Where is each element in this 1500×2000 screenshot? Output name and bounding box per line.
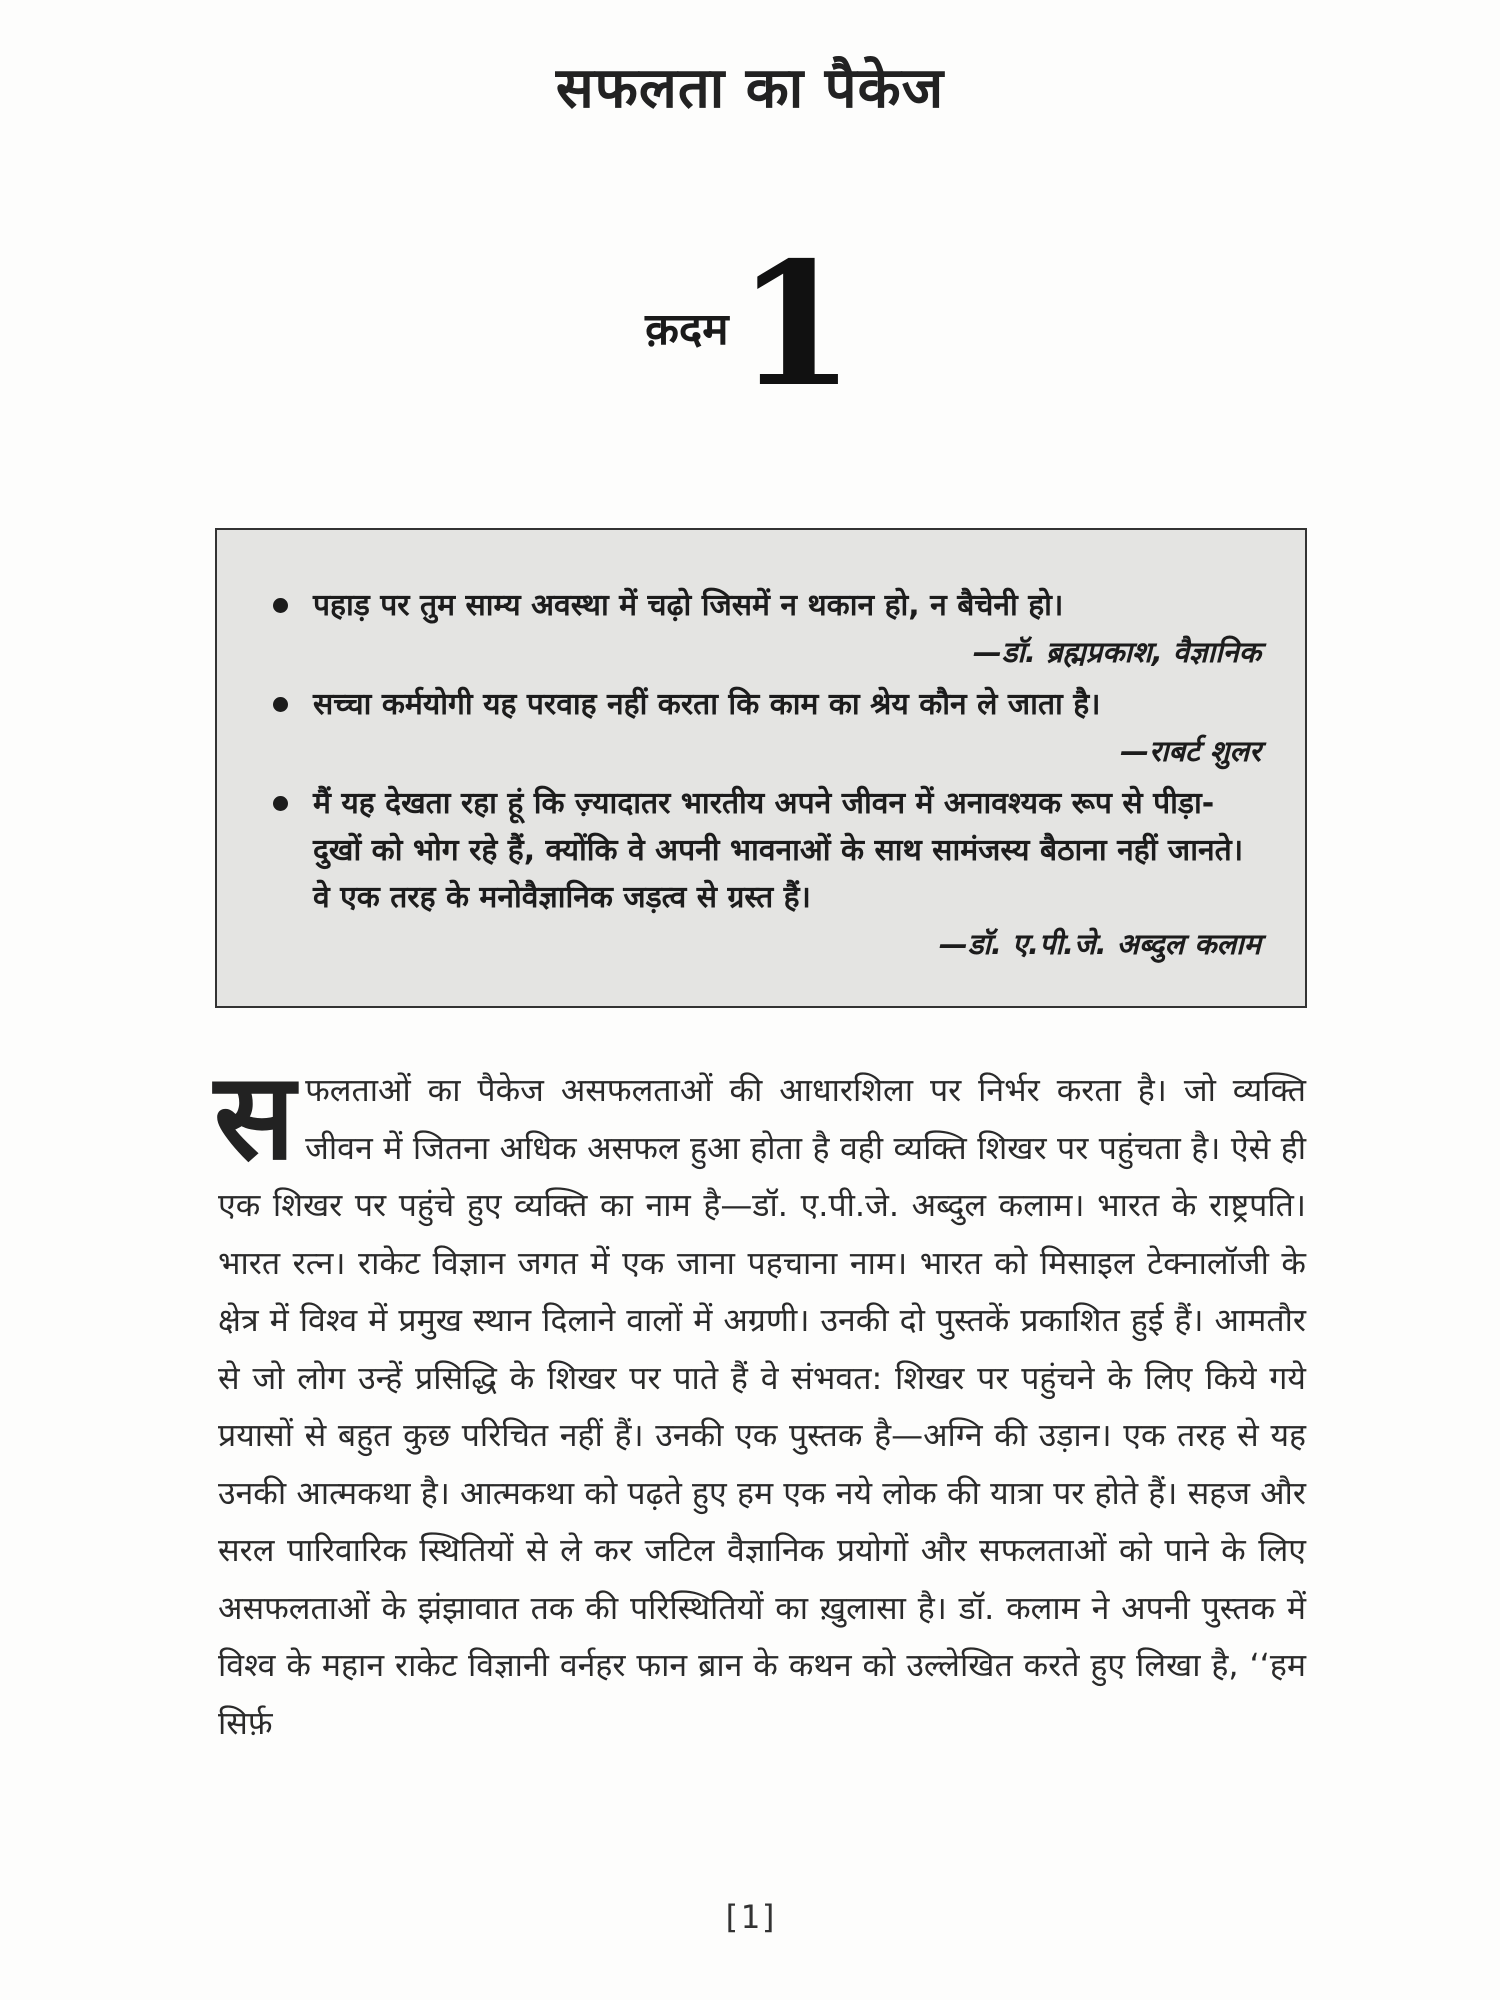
chapter-number: 1 <box>736 225 855 425</box>
quote-attribution: —डॉ. ब्रह्मप्रकाश, वैज्ञानिक <box>972 635 1261 669</box>
quote-item <box>267 582 1261 675</box>
body-paragraph <box>214 1048 1306 1752</box>
bullet-icon <box>273 598 288 613</box>
quote-attribution: —डॉ. ए.पी.जे. अब्दुल कलाम <box>938 927 1261 961</box>
chapter-heading <box>0 225 1500 425</box>
bullet-icon <box>273 697 288 712</box>
body-text: फलताओं का पैकेज असफलताओं की आधारशिला पर निर्भर करता है। जो व्यक्ति जीवन में जितना अधिक असफल हुआ होता है वही व्यक्ति शिखर पर पहुंचता है। ऐसे ही एक शिखर पर पहुंचे हुए व्यक्ति का नाम है—डॉ. ए.पी.जे. अब्दुल कलाम। भारत के राष्ट्रपति। भारत रत्न। राकेट विज्ञान जगत में एक जाना पहचाना नाम। भारत को मिसाइल टेक्नालॉजी के क्षेत्र में विश्व में प्रमुख स्थान दिलाने वालों में अग्रणी। उनकी दो पुस्तकें प्रकाशित हुई हैं। आमतौर से जो लोग उन्हें प्रसिद्धि के शिखर पर पाते हैं वे संभवत: शिखर पर पहुंचने के लिए किये गये प्रयासों से बहुत कुछ परिचित नहीं हैं। उनकी एक पुस्तक है—अग्नि की उड़ान। एक तरह से यह उनकी आत्मकथा है। आत्मकथा को पढ़ते हुए हम एक नये लोक की यात्रा पर होते हैं। सहज और सरल पारिवारिक स्थितियों से ले कर जटिल वैज्ञानिक प्रयोगों और सफलताओं को पाने के लिए असफलताओं के झंझावात तक की परिस्थितियों का ख़ुलासा है। डॉ. कलाम ने अपनी पुस्तक में विश्व के महान राकेट विज्ञानी वर्नहर फान ब्रान के कथन को उल्लेखित करते हुए लिखा है, ‘‘हम सिर्फ़ <box>218 1071 1306 1742</box>
quote-item <box>267 780 1261 967</box>
quote-text: पहाड़ पर तुम साम्य अवस्था में चढ़ो जिसमें न थकान हो, न बैचेनी हो। <box>313 588 1064 623</box>
book-title: सफलता का पैकेज <box>555 56 945 121</box>
quote-text: मैं यह देखता रहा हूं कि ज़्यादातर भारतीय अपने जीवन में अनावश्यक रूप से पीड़ा-दुखों को भोग रहे हैं, क्योंकि वे अपनी भावनाओं के साथ सामंजस्य बैठाना नहीं जानते। वे एक तरह के मनोवैज्ञानिक जड़त्व से ग्रस्त हैं। <box>313 786 1244 915</box>
page-number: [1] <box>721 1898 779 1936</box>
quote-item <box>267 681 1261 774</box>
quote-attribution: —राबर्ट शुलर <box>1120 734 1261 768</box>
bullet-icon <box>273 796 288 811</box>
drop-cap: स <box>214 1048 296 1187</box>
quote-text: सच्चा कर्मयोगी यह परवाह नहीं करता कि काम का श्रेय कौन ले जाता है। <box>313 687 1101 722</box>
quotes-box <box>215 528 1307 1008</box>
chapter-label: क़दम <box>645 304 729 355</box>
